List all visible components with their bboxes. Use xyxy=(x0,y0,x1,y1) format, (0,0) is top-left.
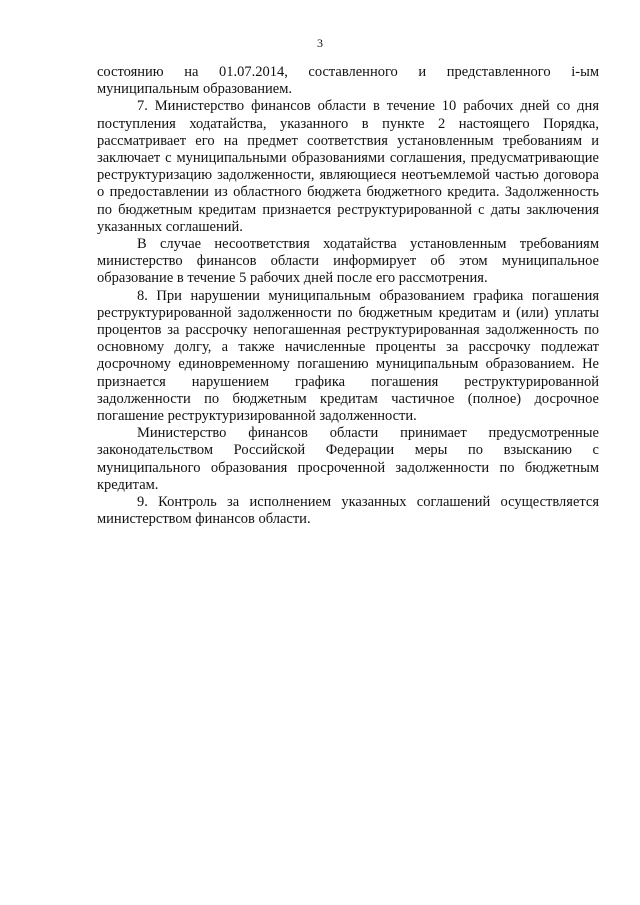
page-number: 3 xyxy=(317,36,323,50)
paragraph-noncompliance: В случае несоответствия ходатайства установленным требованиям министерство финансов области информирует об этом муниципальное образование в течение 5 рабочих дней после его рассмотрения. xyxy=(97,236,599,287)
document-body xyxy=(97,64,599,528)
paragraph-item-8: 8. При нарушении муниципальным образованием графика погашения реструктурированной задолженности по бюджетным кредитам и (или) уплаты процентов за рассрочку непогашенная реструктурированная задолженность по основному долгу, а также начисленные проценты за рассрочку подлежат досрочному единовременному погашению муниципальным образованием. Не признается нарушением графика погашения реструктурированной задолженности по бюджетным кредитам частичное (полное) досрочное погашение реструктуризированной задолженности. xyxy=(97,287,599,425)
paragraph-item-9: 9. Контроль за исполнением указанных соглашений осуществляется министерством финансов области. xyxy=(97,494,599,528)
paragraph-recovery-measures: Министерство финансов области принимает предусмотренные законодательством Российской Федерации меры по взысканию с муниципального образования просроченной задолженности по бюджетным кредитам. xyxy=(97,425,599,493)
paragraph-item-7: 7. Министерство финансов области в течение 10 рабочих дней со дня поступления ходатайства, указанного в пункте 2 настоящего Порядка, рассматривает его на предмет соответствия установленным требованиям и заключает с муниципальными образованиями соглашения, предусматривающие реструктуризацию задолженности, являющиеся неотъемлемой частью договора о предоставлении из областного бюджета бюджетного кредита. Задолженность по бюджетным кредитам признается реструктурированной с даты заключения указанных соглашений. xyxy=(97,98,599,235)
paragraph-continuation: состоянию на 01.07.2014, составленного и представленного i-ым муниципальным образованием. xyxy=(97,64,599,98)
